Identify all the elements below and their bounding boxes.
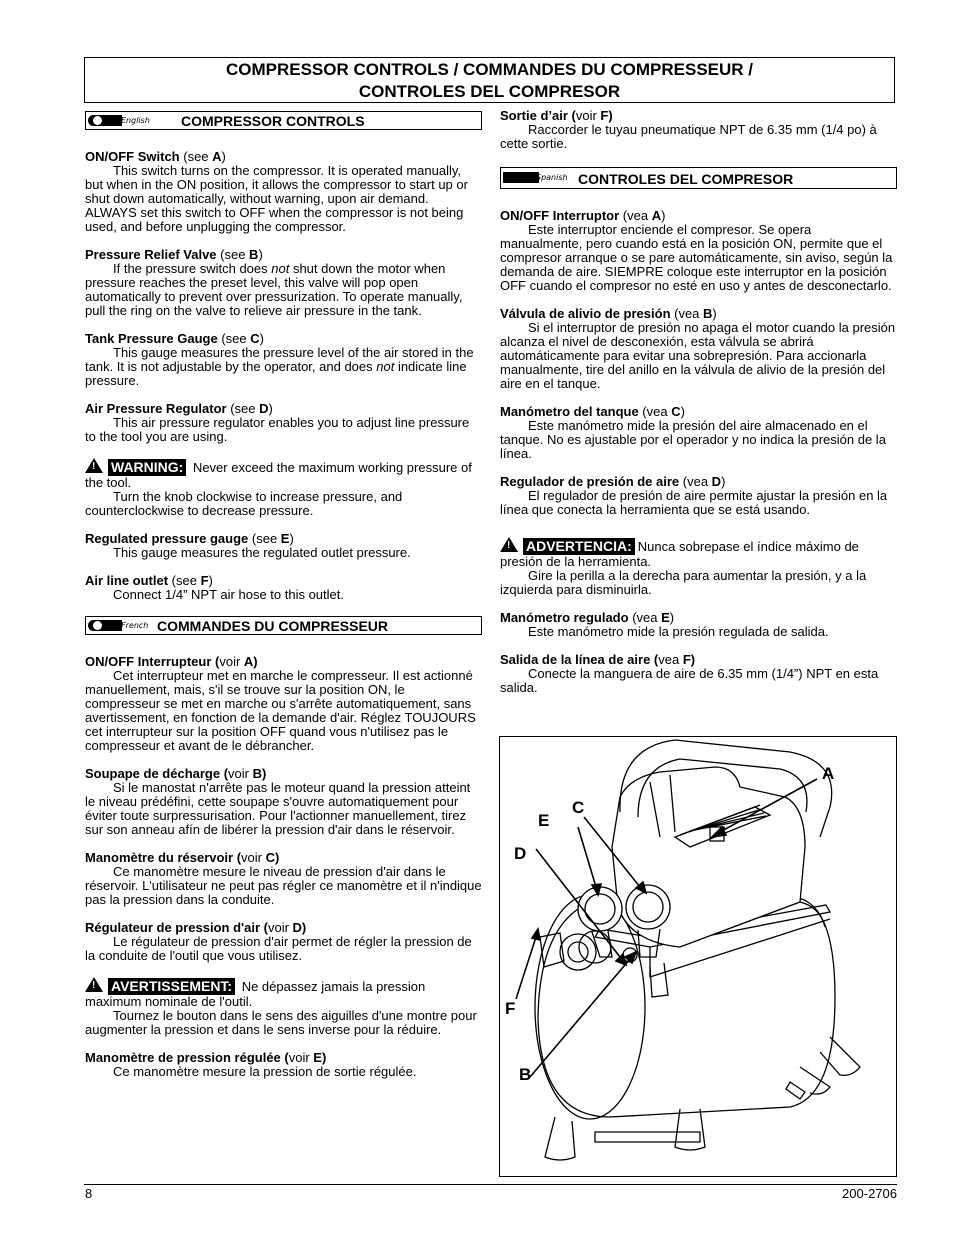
es-warning-text: Nunca sobrepase el índice máximo de presión de la herramienta.	[500, 539, 859, 569]
french-heading: COMMANDES DU COMPRESSEUR	[157, 618, 389, 634]
es-regulated-ref-post: )	[669, 610, 675, 625]
es-regulator-ref: D	[711, 474, 722, 489]
spanish-language-tab	[501, 170, 569, 185]
page-title	[84, 57, 895, 103]
en-gauge-ref-pre: (see	[217, 331, 251, 346]
es-relief-ref: B	[703, 306, 713, 321]
fr-regulator-head: Régulateur de pression d'air (	[85, 920, 268, 935]
en-gauge-ref-post: )	[259, 331, 264, 346]
callout-b: B	[519, 1065, 532, 1084]
fr-regulated-ref-pre: voir	[288, 1050, 314, 1065]
fr-relief-text: Si le manostat n'arrête pas le moteur quand la pression atteint le niveau prédéfini, cette soupape s'ouvre automatiquement pour éviter toute surpressurisation. Pour l'actionner manuellement, tirez sur son anneau afín de libérer la pression d'air dans le réservoir.	[85, 780, 471, 837]
page-number: 8	[85, 1186, 93, 1201]
fr-onoff-ref: A)	[243, 654, 258, 669]
es-regulated-ref-pre: (vea	[628, 610, 662, 625]
fr-warning-label: AVERTISSEMENT:	[108, 978, 235, 995]
en-relief-text-b: shut down the motor when pressure reaches the preset level, this valve will pop open automatically to prevent over pressurization. To operate manually, pull the ring on the valve to relieve air pressure in the tank.	[85, 261, 463, 318]
en-outlet-ref: F	[200, 573, 209, 588]
es-relief-head: Válvula de alivio de presión	[500, 306, 671, 321]
fr-regulated-ref: E)	[313, 1050, 327, 1065]
fr-relief-block	[85, 767, 482, 837]
en-outlet-ref-post: )	[208, 573, 213, 588]
fr-regulated-head: Manomètre de pression régulée (	[85, 1050, 289, 1065]
en-outlet-head: Air line outlet	[85, 573, 169, 588]
fr-outlet-block	[500, 109, 897, 151]
warning-triangle-icon: !	[85, 977, 103, 992]
es-regulated-ref: E	[661, 610, 670, 625]
fr-relief-ref-pre: voir	[228, 766, 253, 781]
footer-rule	[84, 1184, 897, 1185]
en-relief-ref-post: )	[258, 247, 263, 262]
en-regulator-ref-pre: (see	[226, 401, 260, 416]
callout-d: D	[514, 844, 527, 863]
en-warning-label: WARNING:	[108, 459, 186, 476]
en-gauge-text	[85, 346, 482, 388]
es-regulated-block	[500, 611, 897, 639]
compressor-illustration	[499, 736, 897, 1177]
es-relief-block	[500, 307, 897, 391]
en-onoff-ref-pre: (see	[179, 149, 213, 164]
compressor-drawing	[500, 737, 898, 1178]
en-regulator-text: This air pressure regulator enables you to adjust line pressure to the tool you are using.	[85, 415, 470, 444]
en-regulator-head: Air Pressure Regulator	[85, 401, 227, 416]
es-gauge-ref-pre: (vea	[638, 404, 672, 419]
fr-onoff-ref-pre: voir	[219, 654, 244, 669]
warning-triangle-icon: !	[500, 537, 518, 552]
fr-onoff-head: ON/OFF Interrupteur (	[85, 654, 220, 669]
es-outlet-block	[500, 653, 897, 695]
fr-relief-ref: B)	[252, 766, 267, 781]
fr-onoff-text: Cet interrupteur met en marche le compresseur. Il est actionné manuellement, mais, s'il se trouve sur la position ON, le compresseur se met en marche ou s'arrête automatiquement, sans avertissement, en fonction de la demande d'air. Réglez TOUJOURS cet interrupteur sur la position OFF quand vous n'utilisez pas le compresseur et avant de le débrancher.	[85, 668, 476, 753]
en-gauge-head: Tank Pressure Gauge	[85, 331, 218, 346]
en-onoff-head: ON/OFF Switch	[85, 149, 180, 164]
fr-warning-block	[85, 977, 482, 1037]
en-onoff-ref-post: )	[221, 149, 226, 164]
es-regulator-ref-post: )	[721, 474, 726, 489]
french-language-tab	[86, 618, 154, 633]
es-onoff-ref-pre: (vea	[619, 208, 652, 223]
en-regulator-ref-post: )	[268, 401, 273, 416]
fr-warning-text-2: Tournez le bouton dans le sens des aiguilles d'une montre pour augmenter la pression et dans le sens inverse pour la réduire.	[85, 1008, 477, 1037]
fr-outlet-text: Raccorder le tuyau pneumatique NPT de 6.35 mm (1/4 po) à cette sortie.	[500, 122, 877, 151]
left-column	[85, 111, 482, 1093]
french-section-header	[85, 616, 482, 635]
es-warning-label: ADVERTENCIA:	[523, 538, 635, 555]
es-outlet-text: Conecte la manguera de aire de 6.35 mm (1/4”) NPT en esta salida.	[500, 666, 879, 695]
fr-regulated-block	[85, 1051, 482, 1079]
fr-onoff-block	[85, 655, 482, 753]
callout-f: F	[505, 999, 516, 1018]
fr-gauge-ref: C)	[265, 850, 280, 865]
fr-gauge-text: Ce manomètre mesure le niveau de pression d'air dans le réservoir. L'utilisateur ne peut pas régler ce manomètre et il n'indique pas la pression dans la conduite.	[85, 864, 482, 907]
en-onoff-block	[85, 150, 482, 234]
es-relief-text: Si el interruptor de presión no apaga el motor cuando la presión alcanza el nivel de desconexión, esta válvula se abrirá automáticamente para evitar una sobrepresión. Para accionarla manualmente, tire del anillo en la válvula de alivio de la presión del aire en el tanque.	[500, 320, 896, 391]
spanish-section-header	[500, 167, 897, 189]
es-relief-ref-post: )	[712, 306, 717, 321]
en-regulated-text: This gauge measures the regulated outlet pressure.	[113, 545, 411, 560]
es-regulator-head: Regulador de presión de aire	[500, 474, 680, 489]
fr-outlet-ref-pre: voir	[575, 108, 601, 123]
es-gauge-block	[500, 405, 897, 461]
en-outlet-text: Connect 1/4” NPT air hose to this outlet.	[113, 587, 344, 602]
es-gauge-text: Este manómetro mide la presión del aire almacenado en el tanque. No es ajustable por el operador y no indica la presión de la línea.	[500, 418, 886, 461]
es-outlet-ref-pre: vea	[658, 652, 683, 667]
english-tab-label: English	[121, 116, 150, 125]
en-outlet-ref-pre: (see	[168, 573, 201, 588]
es-gauge-ref: C	[671, 404, 681, 419]
en-gauge-text-em: not	[376, 359, 395, 374]
en-relief-head: Pressure Relief Valve	[85, 247, 217, 262]
en-outlet-block	[85, 574, 482, 602]
fr-gauge-head: Manomètre du réservoir (	[85, 850, 242, 865]
en-regulated-block	[85, 532, 482, 560]
en-regulated-ref-post: )	[289, 531, 294, 546]
callout-e: E	[538, 811, 550, 830]
en-relief-block	[85, 248, 482, 318]
spanish-tab-label: Spanish	[536, 173, 568, 182]
fr-gauge-block	[85, 851, 482, 907]
spanish-heading: CONTROLES DEL COMPRESOR	[578, 171, 794, 187]
fr-regulated-text: Ce manomètre mesure la pression de sortie régulée.	[113, 1064, 417, 1079]
es-relief-ref-pre: (vea	[670, 306, 704, 321]
fr-gauge-ref-pre: voir	[241, 850, 266, 865]
en-gauge-ref: C	[250, 331, 260, 346]
fr-regulator-ref-pre: voir	[267, 920, 293, 935]
en-regulator-ref: D	[259, 401, 269, 416]
fr-relief-head: Soupape de décharge (	[85, 766, 229, 781]
title-line-1: COMPRESSOR CONTROLS / COMMANDES DU COMPRESSEUR /	[225, 60, 754, 79]
english-heading: COMPRESSOR CONTROLS	[181, 113, 365, 129]
french-tab-label: French	[121, 621, 149, 630]
es-outlet-head: Salida de la línea de aire (	[500, 652, 659, 667]
warning-triangle-icon: !	[85, 458, 103, 473]
en-gauge-text-b: indicate line pressure.	[85, 359, 467, 388]
es-warning-block	[500, 537, 897, 597]
es-regulator-text: El regulador de presión de aire permite ajustar la presión en la línea que conecta la herramienta que se está usando.	[500, 488, 888, 517]
fr-regulator-text: Le régulateur de pression d'air permet de régler la pression de la conduite de l'outil que vous utilisez.	[85, 934, 472, 963]
en-relief-text-a: If the pressure switch does	[113, 261, 272, 276]
es-onoff-ref-post: )	[661, 208, 666, 223]
en-relief-ref-pre: (see	[216, 247, 250, 262]
en-warning-block	[85, 458, 482, 518]
en-relief-text	[85, 262, 482, 318]
en-regulated-ref-pre: (see	[248, 531, 281, 546]
callout-a: A	[822, 764, 835, 783]
right-column	[500, 109, 897, 709]
en-relief-text-em: not	[271, 261, 290, 276]
title-line-2: CONTROLES DEL COMPRESOR	[358, 82, 621, 101]
english-language-tab	[86, 113, 154, 128]
en-onoff-ref: A	[212, 149, 222, 164]
english-section-header	[85, 111, 482, 130]
es-onoff-block	[500, 209, 897, 293]
en-gauge-block	[85, 332, 482, 388]
es-gauge-head: Manómetro del tanque	[500, 404, 639, 419]
en-gauge-text-a: This gauge measures the pressure level of the air stored in the tank. It is not adjustable by the operator, and does	[85, 345, 474, 374]
es-regulated-text: Este manómetro mide la presión regulada de salida.	[528, 624, 829, 639]
en-warning-text: Never exceed the maximum working pressure of the tool.	[85, 460, 472, 490]
en-regulated-ref: E	[280, 531, 290, 546]
en-onoff-text: This switch turns on the compressor. It is operated manually, but when in the ON position, it allows the compressor to start up or shut down automatically, without warning, upon air demand. ALWAYS set this switch to OFF when the compressor is not being used, and before unplugging the compressor.	[85, 163, 468, 234]
es-gauge-ref-post: )	[680, 404, 685, 419]
fr-outlet-head: Sortie d’air (	[500, 108, 576, 123]
fr-regulator-block	[85, 921, 482, 963]
document-number: 200-2706	[842, 1186, 897, 1201]
es-regulated-head: Manómetro regulado	[500, 610, 629, 625]
es-warning-text-2: Gire la perilla a la derecha para aumentar la presión, y a la izquierda para disminuirla.	[500, 568, 867, 597]
es-regulator-ref-pre: (vea	[679, 474, 712, 489]
fr-outlet-ref: F)	[600, 108, 613, 123]
en-relief-ref: B	[249, 247, 259, 262]
en-regulated-head: Regulated pressure gauge	[85, 531, 249, 546]
es-onoff-ref: A	[651, 208, 662, 223]
es-regulator-block	[500, 475, 897, 517]
en-regulator-block	[85, 402, 482, 444]
es-outlet-ref: F)	[682, 652, 696, 667]
callout-c: C	[572, 798, 585, 817]
fr-regulator-ref: D)	[292, 920, 307, 935]
es-onoff-head: ON/OFF Interruptor	[500, 208, 620, 223]
es-onoff-text: Este interruptor enciende el compresor. Se opera manualmente, pero cuando está en la posición ON, permite que el compresor arranque o se pare automáticamente, sin aviso, según la demanda de aire. SIEMPRE coloque este interruptor en la posición OFF cuando el compresor no esté en uso y antes de desconectarlo.	[500, 222, 893, 293]
en-warning-text-2: Turn the knob clockwise to increase pressure, and counterclockwise to decrease pressure.	[85, 489, 403, 518]
fr-warning-text: Ne dépassez jamais la pression maximum nominale de l'outil.	[85, 979, 426, 1009]
